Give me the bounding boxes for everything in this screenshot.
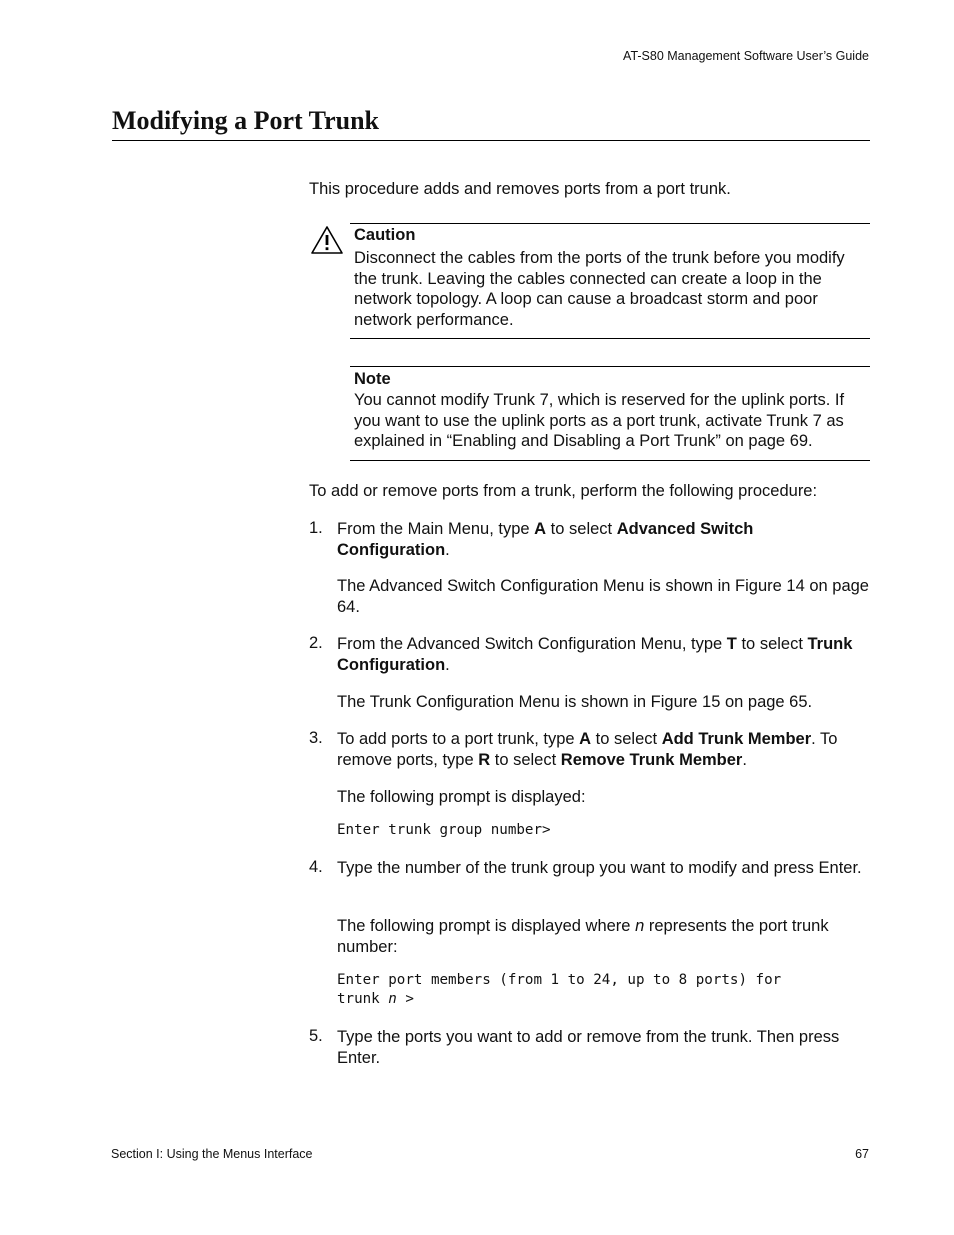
step-text: Type the ports you want to add or remove from the trunk. Then press Enter. — [337, 1028, 840, 1067]
step-detail: The Trunk Configuration Menu is shown in Figure 15 on page 65. — [337, 693, 813, 711]
warning-triangle-icon — [310, 225, 344, 255]
note-top-rule — [350, 366, 870, 367]
step-number: 1. — [309, 519, 323, 537]
note-bottom-rule — [350, 460, 870, 461]
step-text: To add ports to a port trunk, type A to select Add Trunk Member. To remove ports, type R to select Remove Trunk Member. — [337, 730, 838, 769]
page-title: Modifying a Port Trunk — [112, 106, 380, 135]
step-detail: The Advanced Switch Configuration Menu is shown in Figure 14 on page 64. — [337, 577, 869, 616]
caution-label: Caution — [354, 226, 416, 244]
running-header: AT-S80 Management Software User’s Guide — [623, 49, 869, 63]
prompt-code: trunk n > — [337, 991, 414, 1007]
step-text: From the Main Menu, type A to select Advanced Switch Configuration. — [337, 520, 754, 559]
note-label: Note — [354, 370, 391, 388]
procedure-intro: To add or remove ports from a trunk, perform the following procedure: — [309, 482, 818, 500]
step-number: 2. — [309, 634, 323, 652]
footer-page-number: 67 — [855, 1147, 869, 1161]
prompt-code: Enter trunk group number> — [337, 822, 551, 838]
step-number: 3. — [309, 729, 323, 747]
title-rule — [112, 140, 870, 141]
step-detail: The following prompt is displayed where n represents the port trunk number: — [337, 917, 829, 956]
caution-text: Disconnect the cables from the ports of the trunk before you modify the trunk. Leaving the cables connected can create a loop in the network topology. A loop can cause a broadcast storm and poor network performance. — [354, 249, 845, 329]
footer-section: Section I: Using the Menus Interface — [111, 1147, 313, 1161]
note-text: You cannot modify Trunk 7, which is reserved for the uplink ports. If you want to use the uplink ports as a port trunk, activate Trunk 7 as explained in “Enabling and Disabling a Port Trunk” on page 69. — [354, 391, 845, 451]
caution-top-rule — [350, 223, 870, 224]
step-detail: The following prompt is displayed: — [337, 788, 586, 806]
caution-bottom-rule — [350, 338, 870, 339]
step-text: Type the number of the trunk group you want to modify and press Enter. — [337, 859, 862, 877]
intro-paragraph: This procedure adds and removes ports from a port trunk. — [309, 180, 731, 198]
step-number: 4. — [309, 858, 323, 876]
step-text: From the Advanced Switch Configuration Menu, type T to select Trunk Configuration. — [337, 635, 853, 674]
prompt-code: Enter port members (from 1 to 24, up to 8 ports) for — [337, 972, 782, 988]
step-number: 5. — [309, 1027, 323, 1045]
